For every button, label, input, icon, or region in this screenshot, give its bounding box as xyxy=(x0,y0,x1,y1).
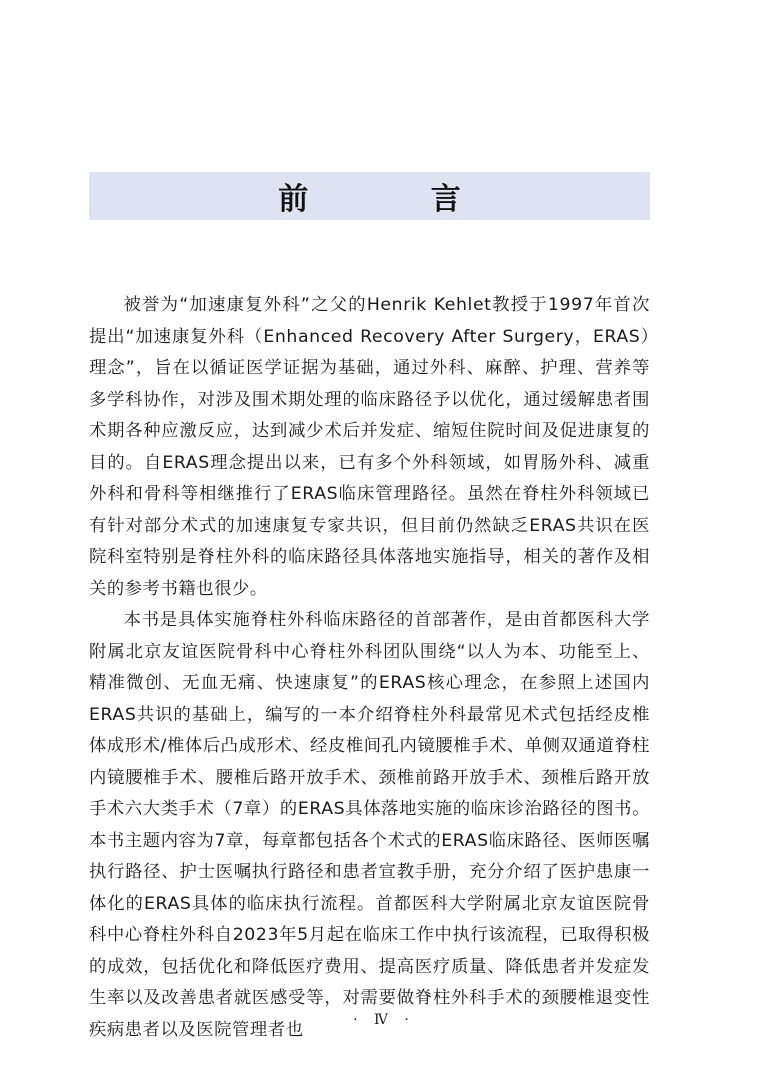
chapter-title: 前 言 xyxy=(278,182,517,217)
paragraph-2: 本书是具体实施脊柱外科临床路径的首部著作，是由首都医科大学附属北京友谊医院骨科中心脊柱外科团队围绕“以人为本、功能至上、精准微创、无血无痛、快速康复”的ERAS核心理念，在参照上述国内ERAS共识的基础上，编写的一本介绍脊柱外科最常见术式包括经皮椎体成形术/椎体后凸成形术、经皮椎间孔内镜腰椎手术、单侧双通道脊柱内镜腰椎手术、腰椎后路开放手术、颈椎前路开放手术、颈椎后路开放手术六大类手术（7章）的ERAS具体落地实施的临床诊治路径的图书。本书主题内容为7章，每章都包括各个术式的ERAS临床路径、医师医嘱执行路径、护士医嘱执行路径和患者宣教手册，充分介绍了医护患康一体化的ERAS具体的临床执行流程。首都医科大学附属北京友谊医院骨科中心脊柱外科自2023年5月起在临床工作中执行该流程，已取得积极的成效，包括优化和降低医疗费用、提高医疗质量、降低患者并发症发生率以及改善患者就医感受等，对需要做脊柱外科手术的颈腰椎退变性疾病患者以及医院管理者也 xyxy=(89,610,650,1040)
chapter-title-banner xyxy=(89,172,650,220)
page-number: · Ⅳ · xyxy=(353,1012,415,1028)
paragraph-1: 被誉为“加速康复外科”之父的Henrik Kehlet教授于1997年首次提出“加速康复外科（Enhanced Recovery After Surgery，ERAS）理念”，旨在以循证医学证据为基础，通过外科、麻醉、护理、营养等多学科协作，对涉及围术期处理的临床路径予以优化，通过缓解患者围术期各种应激反应，达到减少术后并发症、缩短住院时间及促进康复的目的。自ERAS理念提出以来，已有多个外科领域，如胃肠外科、减重外科和骨科等相继推行了ERAS临床管理路径。虽然在脊柱外科领域已有针对部分术式的加速康复专家共识，但目前仍然缺乏ERAS共识在医院科室特别是脊柱外科的临床路径具体落地实施指导，相关的著作及相关的参考书籍也很少。 xyxy=(89,295,650,599)
body-text xyxy=(89,290,650,1046)
